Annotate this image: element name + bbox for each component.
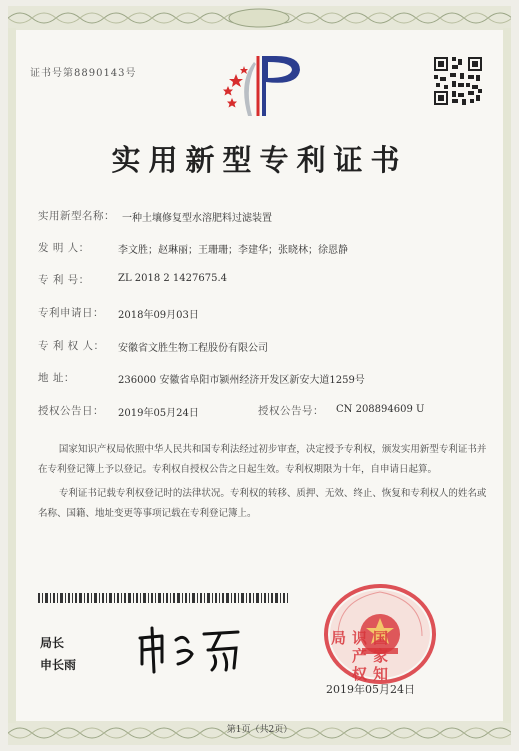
name-label: 实用新型名称： xyxy=(38,210,115,222)
patentee-label: 专 利 权 人： xyxy=(38,340,105,352)
patent-number-value: ZL 2018 2 1427675.4 xyxy=(118,273,228,284)
page-footer: 第1页（共2页） xyxy=(226,725,293,735)
ornamental-right-border xyxy=(503,28,511,723)
filing-date-label: 专利申请日： xyxy=(38,307,104,319)
grant-number-value: CN 208894609 U xyxy=(336,404,425,415)
legal-paragraph-2: 专利证书记载专利权登记时的法律状况。专利权的转移、质押、无效、终止、恢复和专利权人的姓名或名称、国籍、地址变更等事项记载在专利登记簿上。 xyxy=(38,488,487,519)
ornamental-top-border xyxy=(8,6,511,30)
patent-number-label: 专 利 号： xyxy=(38,274,90,286)
seal-date: 2019年05月24日 xyxy=(326,683,415,696)
grant-date-label: 授权公告日： xyxy=(38,405,104,417)
legal-paragraph-1: 国家知识产权局依照中华人民共和国专利法经过初步审查，决定授予专利权，颁发实用新型专利证书并在专利登记簿上予以登记。专利权自授权公告之日起生效。专利权期限为十年，自申请日起算。 xyxy=(38,444,487,475)
cnipa-logo-icon xyxy=(218,52,308,118)
qr-code-icon xyxy=(432,55,484,107)
ornamental-left-border xyxy=(8,28,16,723)
inventor-label: 发 明 人： xyxy=(38,242,90,254)
barcode-icon xyxy=(38,593,288,603)
grant-number-label: 授权公告号： xyxy=(258,405,324,417)
handwritten-signature xyxy=(132,620,252,676)
address-value: 236000 安徽省阜阳市颍州经济开发区新安大道1259号 xyxy=(118,375,365,386)
legal-notice xyxy=(38,440,488,524)
certificate-number: 证书号第8890143号 xyxy=(30,68,137,79)
seal-text-overlay xyxy=(322,586,438,686)
grant-date-value: 2019年05月24日 xyxy=(118,408,199,419)
inventor-value: 李文胜；赵琳丽；王珊珊；李建华；张晓林；徐恩静 xyxy=(118,245,348,256)
patentee-value: 安徽省文胜生物工程股份有限公司 xyxy=(118,343,268,354)
address-label: 地 址： xyxy=(38,372,75,384)
page-title: 实用新型专利证书 xyxy=(111,143,408,177)
director-name: 申长雨 xyxy=(40,658,77,672)
seal-text: 国家知识产权局 xyxy=(329,630,389,684)
filing-date-value: 2018年09月03日 xyxy=(118,310,199,321)
name-value: 一种土壤修复型水溶肥料过滤装置 xyxy=(122,213,272,224)
director-title: 局长 xyxy=(40,636,65,650)
